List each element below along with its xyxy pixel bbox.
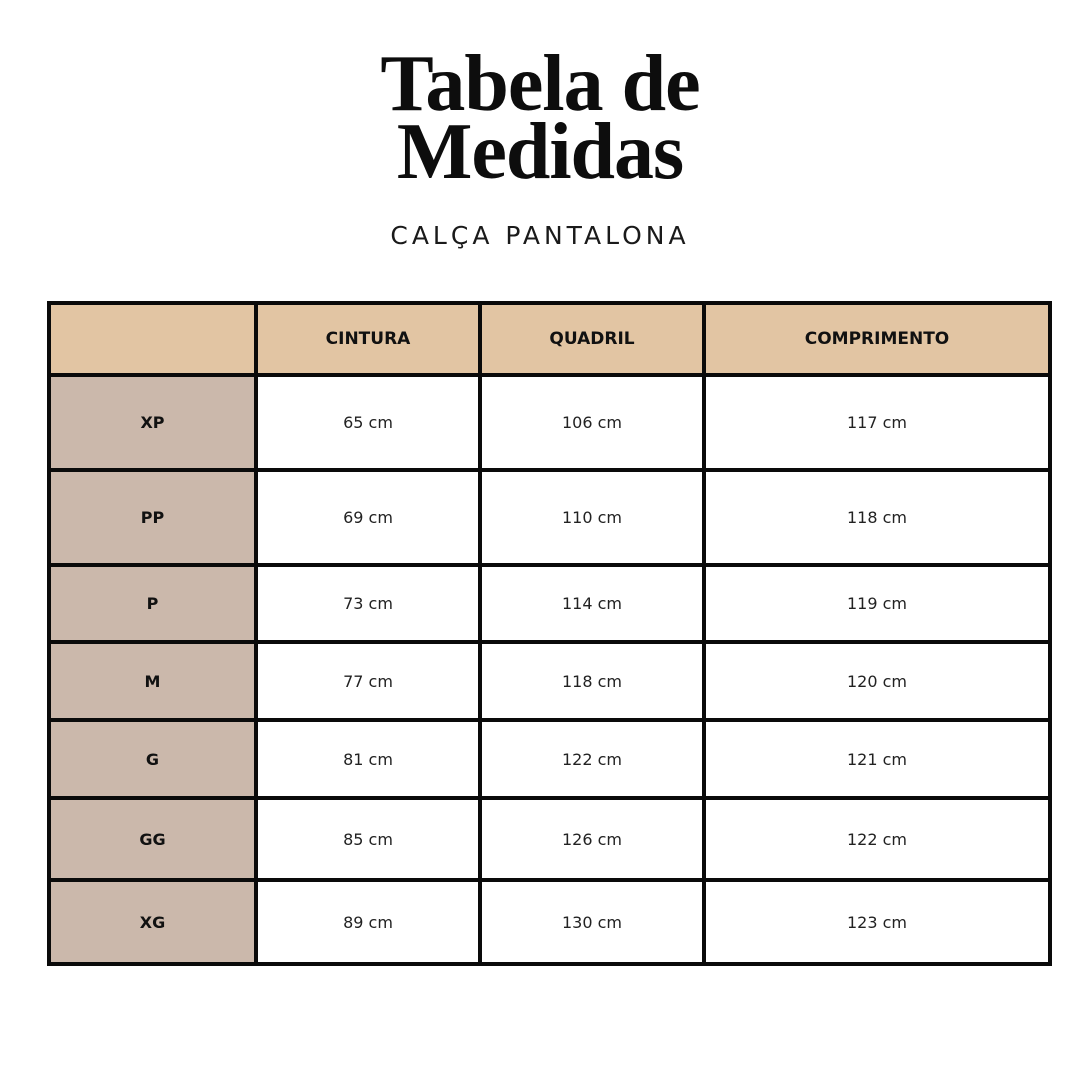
page-title <box>0 40 1080 196</box>
table-row <box>49 720 1050 798</box>
quadril-value: 130 cm <box>480 880 704 964</box>
page-subtitle: CALÇA PANTALONA <box>390 221 690 250</box>
title-line-2: Medidas <box>396 108 684 196</box>
comprimento-value: 123 cm <box>704 880 1050 964</box>
header-corner-cell <box>49 303 256 375</box>
table-row <box>49 880 1050 964</box>
title-line-1: Tabela de <box>380 40 700 128</box>
cintura-value: 65 cm <box>256 375 480 470</box>
size-label: M <box>49 642 256 720</box>
size-label: XP <box>49 375 256 470</box>
comprimento-value: 121 cm <box>704 720 1050 798</box>
comprimento-value: 118 cm <box>704 470 1050 565</box>
comprimento-value: 122 cm <box>704 798 1050 880</box>
size-label: G <box>49 720 256 798</box>
table-row <box>49 470 1050 565</box>
quadril-value: 114 cm <box>480 565 704 642</box>
cintura-value: 73 cm <box>256 565 480 642</box>
comprimento-value: 120 cm <box>704 642 1050 720</box>
size-label: P <box>49 565 256 642</box>
quadril-value: 110 cm <box>480 470 704 565</box>
table-row <box>49 798 1050 880</box>
header-comprimento: COMPRIMENTO <box>704 303 1050 375</box>
cintura-value: 81 cm <box>256 720 480 798</box>
table-header-row <box>49 303 1050 375</box>
cintura-value: 69 cm <box>256 470 480 565</box>
cintura-value: 77 cm <box>256 642 480 720</box>
table-row <box>49 375 1050 470</box>
quadril-value: 126 cm <box>480 798 704 880</box>
comprimento-value: 117 cm <box>704 375 1050 470</box>
size-label: XG <box>49 880 256 964</box>
quadril-value: 118 cm <box>480 642 704 720</box>
table-row <box>49 642 1050 720</box>
size-label: PP <box>49 470 256 565</box>
quadril-value: 106 cm <box>480 375 704 470</box>
header-cintura: CINTURA <box>256 303 480 375</box>
header-quadril: QUADRIL <box>480 303 704 375</box>
size-label: GG <box>49 798 256 880</box>
cintura-value: 89 cm <box>256 880 480 964</box>
quadril-value: 122 cm <box>480 720 704 798</box>
cintura-value: 85 cm <box>256 798 480 880</box>
size-table <box>47 301 1052 966</box>
comprimento-value: 119 cm <box>704 565 1050 642</box>
table-row <box>49 565 1050 642</box>
